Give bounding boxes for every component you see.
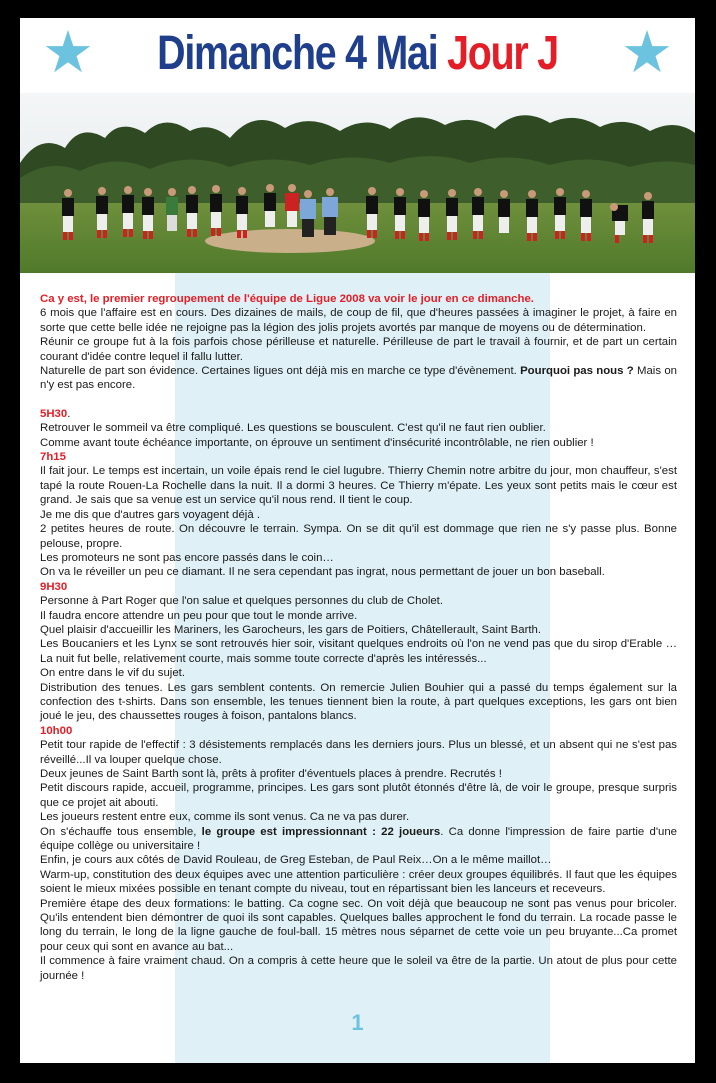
spacer <box>40 393 677 407</box>
paragraph: On va le réveiller un peu ce diamant. Il ne sera cependant pas ingrat, nous permettant de jouer un bon baseball. <box>40 566 605 579</box>
time-heading: 9H30 <box>40 580 68 593</box>
paragraph <box>40 825 677 854</box>
team-photo-illustration <box>20 93 695 273</box>
time-heading: 10h00 <box>40 724 73 737</box>
paragraph: Petit tour rapide de l'effectif : 3 désistements remplacés dans les derniers jours. Plus un blessé, et un absent qui ne s'est pas réveillé...Il va louper quelque chose. <box>40 739 677 766</box>
paragraph <box>40 364 677 393</box>
paragraph: Deux jeunes de Saint Barth sont là, prêts à profiter d'éventuels places à prendre. Recrutés ! <box>40 768 502 780</box>
paragraph: Enfin, je cours aux côtés de David Rouleau, de Greg Esteban, de Paul Reix…On a le même maillot… <box>40 854 552 867</box>
article-lead: Ca y est, le premier regroupement de l'équipe de Ligue 2008 va voir le jour en ce dimanche. <box>40 293 534 305</box>
star-icon: ★ <box>621 18 673 86</box>
paragraph: On entre dans le vif du sujet. <box>40 667 185 680</box>
paragraph-text: On s'échauffe tous ensemble, <box>40 825 202 838</box>
paragraph: Distribution des tenues. Les gars semblent contents. On remercie Julien Bouhier qui a passé du temps également sur la confection des t-shirts. Dans son ensemble, les tenues tiennent bien la route, à part quelques exceptions, les gars ont bien joué le jeu, des chaussettes rouges à foison, pantalons blancs. <box>40 681 677 723</box>
paragraph: Les joueurs restent entre eux, comme ils sont venus. Ca ne va pas durer. <box>40 811 410 824</box>
paragraph: Retrouver le sommeil va être compliqué. Les questions se bousculent. C'est qu'il ne faut rien oublier. <box>40 422 546 435</box>
paragraph: 6 mois que l'affaire est en cours. Des dizaines de mails, de coup de fil, que d'heures passées à imaginer le projet, à faire en sorte que cette belle idée ne rejoigne pas la légion des jolis projets avortés par manque de moyens ou de détermination. <box>40 307 677 334</box>
paragraph: 2 petites heures de route. On découvre le terrain. Sympa. On se dit qu'il est dommage que rien ne s'y passe plus. Bonne pelouse, propre. <box>40 523 677 550</box>
section-heading <box>40 407 677 421</box>
paragraph: Première étape des deux formations: le batting. Ca cogne sec. On voit déjà que beaucoup ne sont pas venus pour bricoler. Qu'ils entendent bien démontrer de quoi ils sont capables. Quelques balles approchent le fond du terrain. La rocade passe le long du terrain, le long de la ligne gauche de foul-ball. 15 mètres nous séparnet de cette voie un peu bruyante...Ca promet pour ceux qui sont en avance au bat... <box>40 897 677 953</box>
time-heading: 5H30 <box>40 407 68 420</box>
title-jour-j: Jour J <box>447 27 558 80</box>
paragraph: Les Boucaniers et les Lynx se sont retrouvés hier soir, visitant quelques endroits où l'on ne vend pas que du sirop d'Erable …La nuit fut belle, relativement courte, mais somme toute correcte d'après les intéressés... <box>40 638 677 665</box>
page-header <box>20 18 695 93</box>
page-title <box>81 24 635 84</box>
paragraph: Personne à Part Roger que l'on salue et quelques personnes du club de Cholet. <box>40 595 444 608</box>
magazine-page <box>20 18 695 1063</box>
paragraph-text: Naturelle de part son évidence. Certaines ligues ont déjà mis en marche ce type d'évènement. <box>40 365 521 378</box>
paragraph-text: . Ca donne l'impression de faire partie d'une équipe collège ou universitaire ! <box>40 825 677 853</box>
paragraph: Comme avant toute échéance importante, on éprouve un sentiment d'insécurité incontrôlable, ne rien oublier ! <box>40 436 594 449</box>
team-photo <box>20 93 695 273</box>
title-date: Dimanche 4 Mai <box>157 27 448 80</box>
paragraph: Il commence à faire vraiment chaud. On a compris à cette heure que le soleil va être de la partie. Un atout de plus pour cette journée ! <box>40 955 677 982</box>
paragraph: Les promoteurs ne sont pas encore passés dans le coin… <box>40 551 334 564</box>
time-heading: 7h15 <box>40 451 66 464</box>
paragraph-emphasis: Pourquoi pas nous ? <box>520 365 634 378</box>
paragraph: Petit discours rapide, accueil, programme, principes. Les gars sont plutôt étonnés d'être là, de voir le groupe, presque surpris que ce projet ait abouti. <box>40 782 677 809</box>
paragraph: Warm-up, constitution des deux équipes avec une attention particulière : créer deux groupes équilibrés. Il faut que les équipes soient le mieux mixées possible en tenant compte du niveau, tout en répartissant bien les lanceurs et receveurs. <box>40 868 677 896</box>
heading-dot: . <box>67 407 71 420</box>
paragraph-text: Mais on n'y est pas encore. <box>40 365 677 392</box>
page-number: 1 <box>351 1010 364 1035</box>
paragraph: Il faudra encore attendre un peu pour que tout le monde arrive. <box>40 609 358 622</box>
paragraph-emphasis: le groupe est impressionnant : 22 joueurs <box>201 825 441 838</box>
paragraph: Je me dis que d'autres gars voyagent déjà . <box>40 508 260 521</box>
paragraph: Il fait jour. Le temps est incertain, un voile épais rend le ciel lugubre. Thierry Chemin notre arbitre du jour, mon chauffeur, s'est tapé la route Rouen-La Rochelle dans la nuit. Il a dormi 3 heures. Ce Thierry m'épate. Les yeux sont petits mais le cœur est grand. Je sais que sa venue est un service qu'il nous rend. Il tient le coup. <box>40 465 677 507</box>
paragraph: Quel plaisir d'accueillir les Mariners, les Garocheurs, les gars de Poitiers, Châtellerault, Saint Barth. <box>40 623 542 636</box>
paragraph: Réunir ce groupe fut à la fois parfois chose périlleuse et naturelle. Périlleuse de part le travail à fournir, et de part un certain courant d'idée contre lequel il fallu lutter. <box>40 336 677 363</box>
star-icon: ★ <box>42 18 94 86</box>
article-body <box>40 292 677 983</box>
